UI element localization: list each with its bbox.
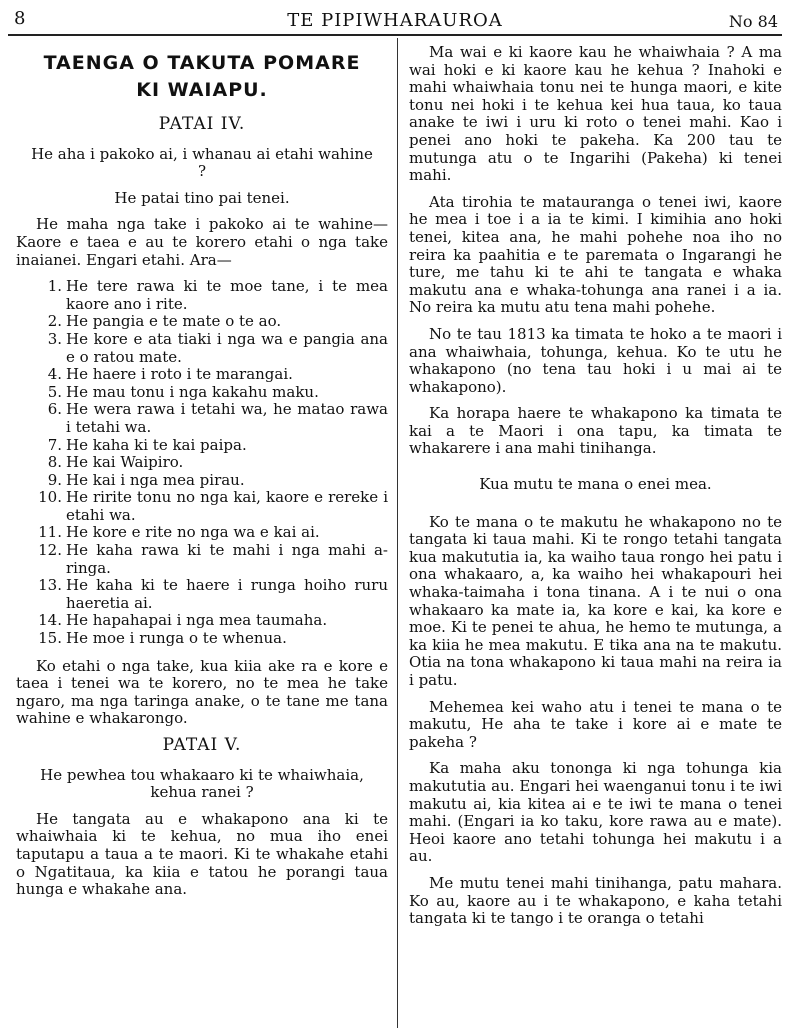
list-item (16, 612, 388, 630)
list-text: He kaha rawa ki te mahi i nga mahi a-ringa. (66, 541, 388, 577)
list-number: 3. (47, 329, 62, 348)
list-text: He kaha ki te haere i runga hoiho ruru haeretia ai. (66, 576, 388, 612)
list-number: 13. (38, 576, 62, 595)
causes-list (16, 278, 388, 647)
list-item (16, 524, 388, 542)
list-text: He kaha ki te kai paipa. (66, 435, 247, 454)
paragraph: No te tau 1813 ka timata te hoko a te maori i ana whaiwhaia, tohunga, kehua. Ko te utu he whakapono (no tena tau hoki i u mai ai te whakapono). (409, 324, 782, 396)
list-text: He ririte tonu no nga kai, kaore e rereke i etahi wa. (66, 488, 388, 524)
list-item (16, 384, 388, 402)
list-item (16, 454, 388, 472)
article-title (16, 50, 388, 104)
list-number: 11. (38, 523, 62, 542)
list-text: He kore e ata tiaki i nga wa e pangia ana e o ratou mate. (66, 329, 388, 366)
list-item (16, 401, 388, 436)
list-item (16, 437, 388, 455)
question-5: He pewhea tou whakaaro ki te whaiwhaia, kehua ranei ? (40, 765, 364, 802)
article-title-line-2: KI WAIAPU. (136, 79, 268, 101)
list-number: 9. (47, 470, 62, 489)
list-text: He tere rawa ki te moe tane, i te mea kaore ano i rite. (66, 277, 388, 313)
list-item (16, 331, 388, 366)
list-number: 2. (47, 312, 62, 331)
column-divider (397, 38, 398, 1028)
list-item (16, 278, 388, 313)
page-number: 8 (14, 8, 26, 29)
list-text: He kai i nga mea pirau. (66, 470, 245, 489)
paragraph: Ko te mana o te makutu he whakapono no te tangata ki taua mahi. Ki te rongo tetahi tangata kua makututia ia, ka waiho taua rongo hei patu i ona whakaaro, a, ka waiho hei whakapouri hei whaka-taimaha i tona tinana. A i te nui o ona whakaaro ka mate ia, ka kore e kai, ka kore e moe. Ki te penei te ahua, he hemo te mutunga, a ka kiia he mea makutu. E tika ana na te makutu. Otia na tona whakapono ki taua mahi na reira ia i patu. (409, 512, 782, 689)
list-number: 10. (38, 488, 62, 507)
list-item (16, 489, 388, 524)
paragraph: Ka maha aku tononga ki nga tohunga kia makututia au. Engari hei waenganui tonu i te iwi makutu ai, kia kitea ai e te iwi te mana o tenei mahi. (Engari ia ko taku, kore rawa au e mate). Heoi kaore ano tetahi tohunga hei makutu i a au. (409, 759, 782, 866)
list-number: 6. (47, 400, 62, 419)
paragraph: Me mutu tenei mahi tinihanga, patu mahara. Ko au, kaore au i te whakapono, e kaha tetahi tangata ki te tango i te oranga o tetahi (409, 873, 782, 928)
list-number: 5. (47, 382, 62, 401)
list-item (16, 472, 388, 490)
remark: He patai tino pai tenei. (114, 188, 290, 207)
list-text: He pangia e te mate o te ao. (66, 312, 282, 331)
after-list-paragraph: Ko etahi o nga take, kua kiia ake ra e kore e taea i tenei wa te korero, no te mea he take ngaro, ma nga taringa anake, o te tane me tana wahine e whakarongo. (16, 656, 388, 728)
list-text: He moe i runga o te whenua. (66, 629, 287, 648)
list-item (16, 577, 388, 612)
list-text: He haere i roto i te marangai. (66, 365, 293, 384)
list-text: He mau tonu i nga kakahu maku. (66, 382, 319, 401)
list-text: He kore e rite no nga wa e kai ai. (66, 523, 320, 542)
list-number: 8. (47, 453, 62, 472)
list-number: 15. (38, 629, 62, 648)
list-text: He kai Waipiro. (66, 453, 184, 472)
list-item (16, 313, 388, 331)
list-text: He wera rawa i tetahi wa, he matao rawa i tetahi wa. (66, 400, 388, 436)
left-column (16, 44, 388, 908)
list-item (16, 542, 388, 577)
list-number: 12. (38, 541, 62, 560)
list-number: 1. (47, 277, 62, 296)
list-number: 4. (47, 365, 62, 384)
paragraph: Mehemea kei waho atu i tenei te mana o te makutu, He aha te take i kore ai e mate te pakeha ? (409, 697, 782, 751)
article-title-line-1: TAENGA O TAKUTA POMARE (43, 52, 361, 74)
right-column (409, 44, 782, 937)
patai-4-heading: PATAI IV. (158, 114, 246, 134)
list-number: 7. (47, 435, 62, 454)
list-item (16, 630, 388, 648)
intro-paragraph: He maha nga take i pakoko ai te wahine— Kaore e taea e au te korero etahi o nga take inaianei. Engari etahi. Ara— (16, 215, 388, 269)
issue-number: No 84 (728, 12, 778, 31)
paragraph: Ka horapa haere te whakapono ka timata te kai a te Maori i ona tapu, ka timata te whakarere i ana mahi tinihanga. (409, 404, 782, 458)
question-4: He aha i pakoko ai, i whanau ai etahi wahine ? (31, 144, 373, 181)
list-item (16, 366, 388, 384)
list-number: 14. (38, 611, 62, 630)
paragraph: Ata tirohia te matauranga o tenei iwi, kaore he mea i toe i a ia te kimi. I kimihia ano hoki tenei, kitea ana, he mahi pohehe noa iho no reira ka paahitia e te paremata o Ingarangi he ture, me tahu ki te ahi te tangata e whaka makutu ana e whaka-tohunga ana ranei i a ia. No reira ka mutu atu tena mahi pohehe. (409, 192, 782, 317)
page-header (0, 6, 790, 36)
paragraph: Ma wai e ki kaore kau he whaiwhaia ? A ma wai hoki e ki kaore kau he kehua ? Inahoki e mahi whaiwhaia tonu nei te hunga maori, e kite tonu nei hoki i te kehua kei hua taua, ko taua anake te iwi i uru ki roto o tenei mahi. Kao i penei ano hoki te pakeha. Ka 200 tau te mutunga atu o te Ingarihi (Pakeha) ki tenei mahi. (409, 43, 782, 185)
section-subheading: Kua mutu te mana o enei mea. (479, 475, 712, 494)
publication-title: TE PIPIWHARAUROA (287, 10, 503, 31)
header-rule (8, 34, 782, 36)
answer-5-paragraph: He tangata au e whakapono ana ki te whaiwhaia ki te kehua, no mua iho enei taputapu a taua a te maori. Ki te whakahe etahi o Ngatitaua, ka kiia e tatou he porangi taua hunga e whakahe ana. (16, 809, 388, 899)
list-text: He hapahapai i nga mea taumaha. (66, 611, 328, 630)
patai-5-heading: PATAI V. (162, 735, 242, 755)
